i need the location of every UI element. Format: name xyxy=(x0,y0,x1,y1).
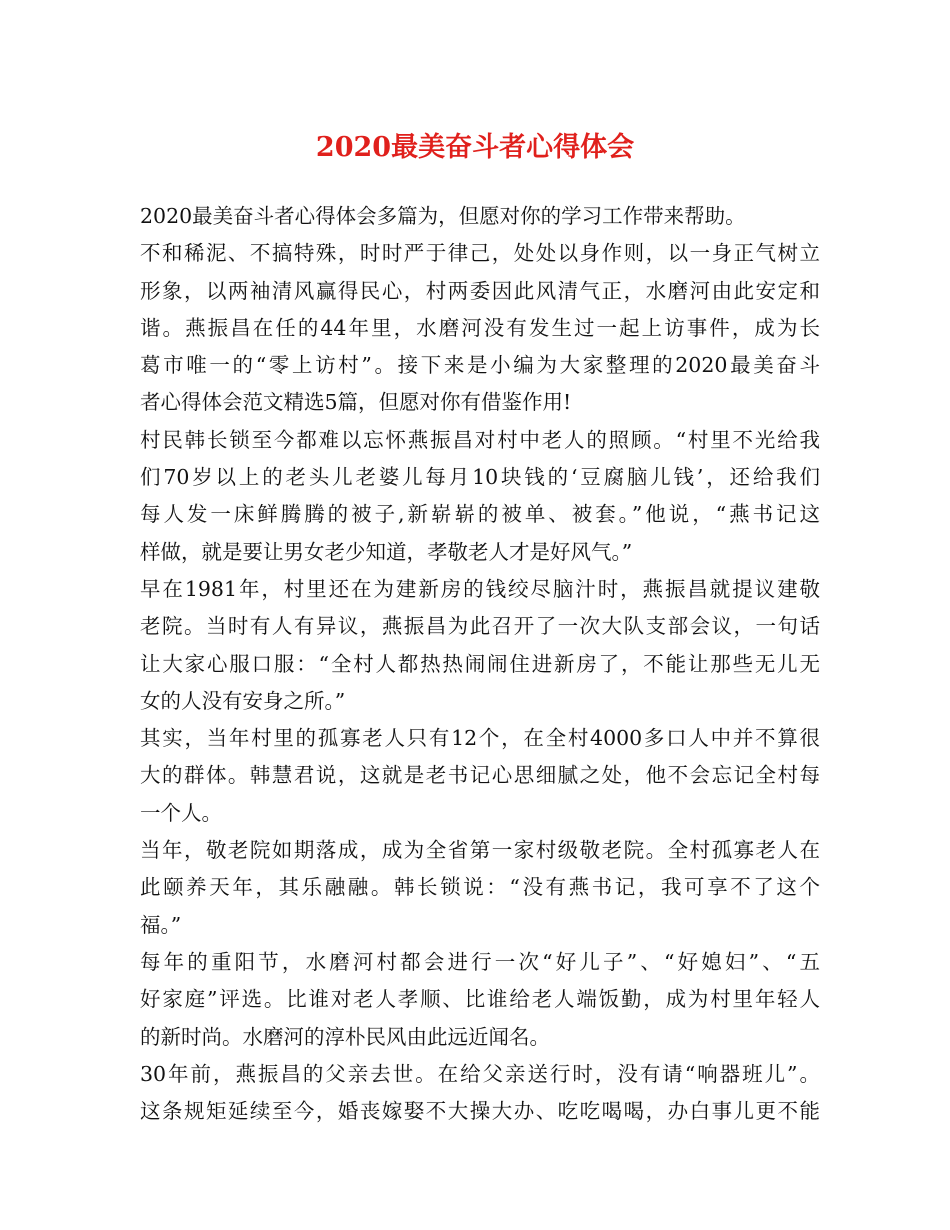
body-line: 样做，就是要让男女老少知道，孝敬老人才是好风气。” xyxy=(140,539,633,564)
body-line: 每人发一床鲜腾腾的被子,新崭崭的被单、被套。”他说，“燕书记这 xyxy=(140,502,820,527)
body-line: 其实，当年村里的孤寡老人只有12个，在全村4000多口人中并不算很 xyxy=(140,726,820,751)
body-line: 好家庭”评选。比谁对老人孝顺、比谁给老人端饭勤，成为村里年轻人 xyxy=(140,987,820,1012)
body-line: 福。” xyxy=(140,912,182,937)
body-line: 30年前，燕振昌的父亲去世。在给父亲送行时，没有请“响器班儿”。 xyxy=(140,1061,820,1086)
body-line: 的新时尚。水磨河的淳朴民风由此远近闻名。 xyxy=(140,1024,550,1049)
body-line: 不和稀泥、不搞特殊，时时严于律己，处处以身作则，以一身正气树立 xyxy=(140,241,820,266)
body-line: 此颐养天年，其乐融融。韩长锁说：“没有燕书记，我可享不了这个 xyxy=(140,875,820,900)
document-body xyxy=(140,198,820,1130)
body-line: 老院。当时有人有异议，燕振昌为此召开了一次大队支部会议，一句话 xyxy=(140,614,820,639)
body-line: 们70岁以上的老头儿老婆儿每月10块钱的‘豆腐脑儿钱’，还给我们 xyxy=(140,465,820,490)
body-line: 大的群体。韩慧君说，这就是老书记心思细腻之处，他不会忘记全村每 xyxy=(140,763,820,788)
body-line: 者心得体会范文精选5篇，但愿对你有借鉴作用! xyxy=(140,390,572,415)
body-line: 这条规矩延续至今，婚丧嫁娶不大操大办、吃吃喝喝，办白事儿更不能 xyxy=(140,1099,820,1124)
document-title: 2020最美奋斗者心得体会 xyxy=(315,132,635,163)
body-line: 2020最美奋斗者心得体会多篇为，但愿对你的学习工作带来帮助。 xyxy=(140,204,746,228)
body-line: 谐。燕振昌在任的44年里，水磨河没有发生过一起上访事件，成为长 xyxy=(140,315,820,340)
body-line: 女的人没有安身之所。” xyxy=(140,688,346,713)
body-line: 当年，敬老院如期落成，成为全省第一家村级敬老院。全村孤寡老人在 xyxy=(140,838,820,863)
body-line: 村民韩长锁至今都难以忘怀燕振昌对村中老人的照顾。“村里不光给我 xyxy=(140,427,820,452)
body-line: 每年的重阳节，水磨河村都会进行一次“好儿子”、“好媳妇”、“五 xyxy=(140,949,820,974)
body-line: 让大家心服口服：“全村人都热热闹闹住进新房了，不能让那些无儿无 xyxy=(140,651,820,676)
body-line: 葛市唯一的“零上访村”。接下来是小编为大家整理的2020最美奋斗 xyxy=(140,353,820,378)
body-line: 形象，以两袖清风赢得民心，村两委因此风清气正，水磨河由此安定和 xyxy=(140,278,820,303)
body-line: 一个人。 xyxy=(140,800,222,825)
body-line: 早在1981年，村里还在为建新房的钱绞尽脑汁时，燕振昌就提议建敬 xyxy=(140,576,820,601)
